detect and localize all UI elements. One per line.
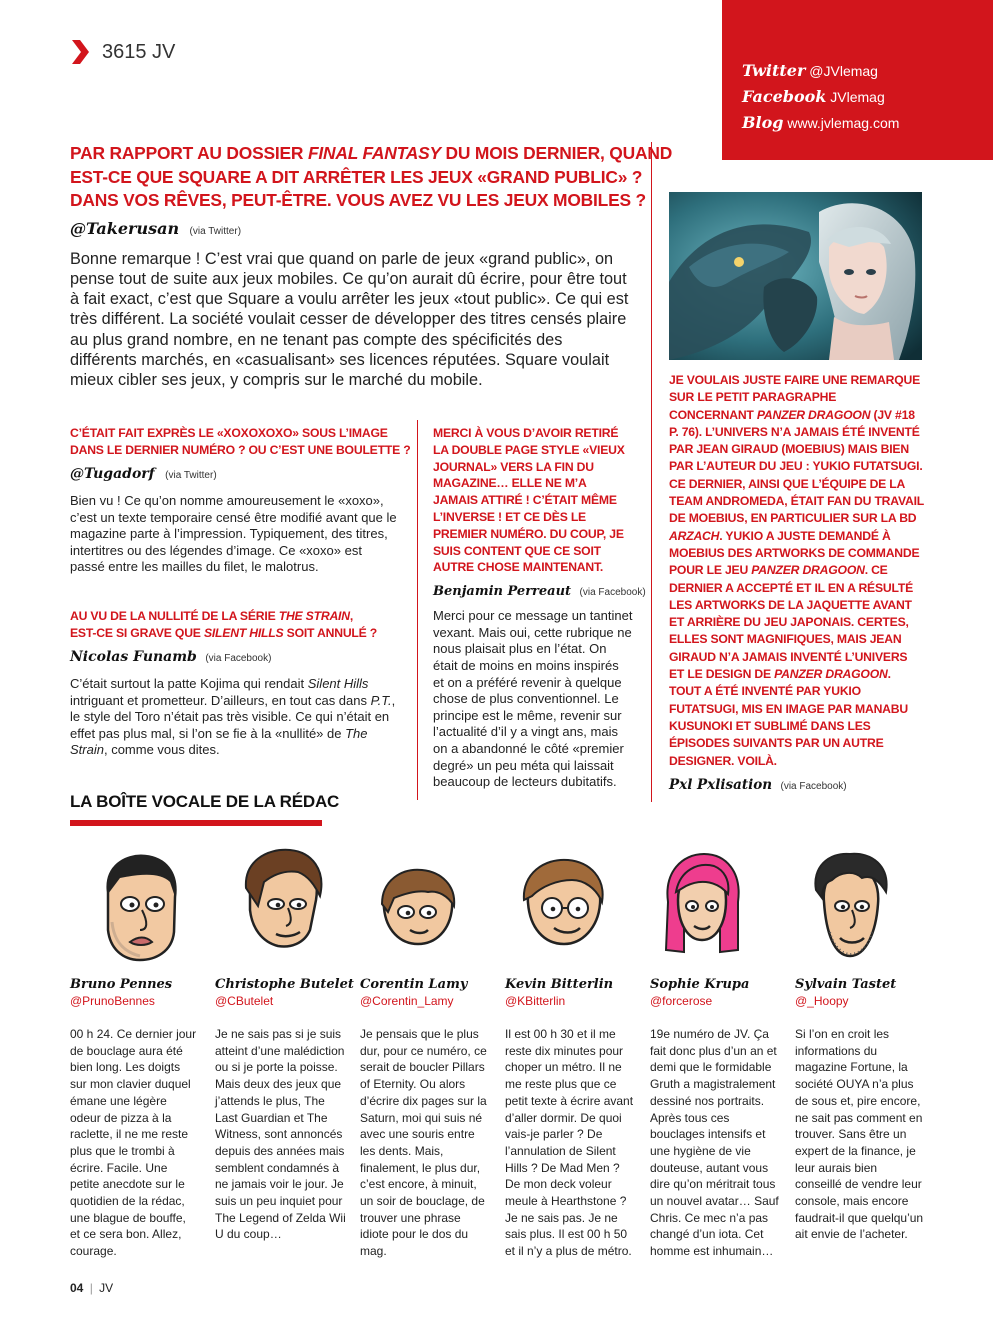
letter-4-question: MERCI À VOUS D’AVOIR RETIRÉ LA DOUBLE PAGE STYLE «VIEUX JOURNAL» VERS LA FIN DU MAGAZINE… ELLE NE M’A JAMAIS ATTIRÉ ! C’ÉTAIT MÊME L’INVERSE ! ET CE DÈS LE PREMIER NUMÉRO. DU COUP, JE SUIS CONTENT QUE CE SOIT AUTRE CHOSE MAINTENANT. (433, 426, 625, 575)
staff-text: 19e numéro de JV. Ça fait donc plus d’un an et demi que le formidable Gruth a magistralement dessiné nos portraits. Après tous ces bouclages intensifs et une hygiène de vie douteuse, autant vous dire qu’on méritrait tous un nouvel avatar… Sauf Chris. Ce mec n’a pas changé d’un iota. Cet homme est inhumain… (650, 1027, 779, 1259)
chevron-right-icon (70, 40, 90, 64)
staff-member (215, 977, 354, 1243)
staff-member (505, 977, 635, 1260)
staff-text: Je ne sais pas si je suis atteint d’une malédiction ou si je porte la poisse. Mais deux des jeux que j’attends le plus, The Last Guardian et The Witness, sont annoncés depuis des années mais semblent condamnés à ne jamais voir le jour. Je suis un peu inquiet pour The Legend of Zelda Wii U du coup… (215, 1027, 346, 1242)
staff-section-title: LA BOÎTE VOCALE DE LA RÉDAC (70, 792, 322, 826)
letter-3 (70, 608, 400, 759)
avatar-christophe (238, 848, 328, 948)
footer-mag: JV (99, 1281, 114, 1295)
letter-1 (70, 142, 673, 391)
section-title: 3615 JV (102, 41, 176, 63)
letter-5-via: (via Facebook) (780, 780, 847, 792)
letter-1-answer: Bonne remarque ! C’est vrai que quand on parle de jeux «grand public», on pense tout de suite aux jeux mobiles. Ce qu’on aurait dû écrire, pour être tout à fait exact, c’est que Square a voulu arrêter les jeux «tout public». Ce qui est très différent. La société voulait cesser de développer des titres censés plaire au plus grand nombre, en ne tenant pas compte des spécificités des différents marchés, en «casualisant» ses licences réputées. Square voulait mieux cibler ses jeux, y compris sur le marché du mobile. (70, 249, 629, 390)
staff-text: Si l’on en croit les informations du magazine Fortune, la société OUYA n’a plus de sous et, pire encore, ne sait pas comment en trouver. Sans être un expert de la finance, je leur aurais bien conseillé de vendre leur console, mais encore faudrait-il que quelqu’un ait envie de l’acheter. (795, 1027, 924, 1242)
staff-handle[interactable]: @Corentin_Lamy (360, 994, 454, 1008)
column-divider (417, 420, 418, 800)
avatar-kevin (518, 858, 608, 948)
staff-handle[interactable]: @PrunoBennes (70, 994, 155, 1008)
letter-2-author: @Tugadorf (70, 466, 155, 482)
social-twitter-label: Twitter (742, 61, 806, 80)
social-blog-value: www.jvlemag.com (787, 115, 900, 131)
staff-name: Christophe Butelet (215, 977, 354, 992)
avatar-corentin (378, 868, 458, 948)
social-blog[interactable] (742, 110, 899, 136)
letter-3-answer: C’était surtout la patte Kojima qui rendait Silent Hills intriguant et prometteur. D’ailleurs, en tout cas dans P.T., le style del Toro n’était pas très visible. Ce qui n’était en effet pas plus mal, si l’on se fie à la «nullité» de The Strain, comme vous dites. (70, 676, 396, 758)
panzer-dragoon-illustration (669, 192, 922, 360)
letter-2-via: (via Twitter) (165, 470, 217, 481)
letter-1-author: @Takerusan (70, 218, 180, 238)
page-number: 04 (70, 1281, 84, 1295)
staff-member (795, 977, 925, 1243)
social-blog-label: Blog (742, 113, 784, 132)
staff-text: Je pensais que le plus dur, pour ce numéro, ce serait de boucler Pillars of Eternity. Ou alors d’écrire dix pages sur la Saturn, moi qui suis né avec une souris entre les dents. Mais, finalement, le plus dur, c’est encore, à minuit, un soir de bouclage, de trouver une phrase idiote pour le dos du mag. (360, 1027, 487, 1259)
letter-5 (669, 372, 924, 794)
letter-1-question: PAR RAPPORT AU DOSSIER FINAL FANTASY DU MOIS DERNIER, QUAND EST-CE QUE SQUARE A DIT ARRÊTER LES JEUX «GRAND PUBLIC» ? DANS VOS RÊVES, PEUT-ÊTRE. VOUS AVEZ VU LES JEUX MOBILES ? (70, 143, 673, 210)
letter-4-via: (via Facebook) (579, 587, 646, 599)
staff-name: Corentin Lamy (360, 977, 468, 992)
staff-member (650, 977, 782, 1260)
letter-2 (70, 425, 411, 576)
letter-2-question: C’ÉTAIT FAIT EXPRÈS LE «XOXOXOXO» SOUS L’IMAGE DANS LE DERNIER NUMÉRO ? OU C’EST UNE BOULETTE ? (70, 426, 411, 457)
staff-handle[interactable]: @KBitterlin (505, 994, 566, 1008)
letter-3-question: AU VU DE LA NULLITÉ DE LA SÉRIE THE STRAIN, EST-CE SI GRAVE QUE SILENT HILLS SOIT ANNULÉ ? (70, 609, 378, 640)
page-footer (70, 1281, 113, 1295)
staff-text: Il est 00 h 30 et il me reste dix minutes pour choper un métro. Il ne me reste plus que ce petit texte à écrire avant d’aller dormir. De quoi vais-je parler ? De l’annulation de Silent Hills ? De Mad Men ? De mon deck voleur meule à Hearthstone ? Je ne sais pas. Je ne sais plus. Il est 00 h 50 et il n’y a plus de métro. (505, 1027, 634, 1259)
letter-4-author: Benjamin Perreaut (433, 584, 572, 600)
letter-2-answer: Bien vu ! Ce qu’on nomme amoureusement le «xoxo», c’est un texte temporaire censé être modifié avant que le magazine parte à l’impression. Typiquement, des titres, intertitres ou des légendes d’image. Ce «xoxo» est passé entre les mailles du filet, le malotrus. (70, 493, 397, 575)
staff-handle[interactable]: @_Hoopy (795, 994, 849, 1008)
staff-text: 00 h 24. Ce dernier jour de bouclage aura été bien long. Les doigts sur mon clavier duquel émane une légère odeur de pizza à la raclette, il ne me reste plus que le trombi à écrire. Facile. Une petite anecdote sur le quotidien de la rédac, une blague de bouffe, et ce sera bon. Allez, courage. (70, 1027, 197, 1259)
avatar-sophie (662, 852, 742, 957)
letter-3-via: (via Facebook) (205, 653, 272, 664)
social-facebook-label: Facebook (742, 87, 827, 106)
section-underline (70, 820, 322, 826)
letter-5-question: JE VOULAIS JUSTE FAIRE UNE REMARQUE SUR LE PETIT PARAGRAPHE CONCERNANT PANZER DRAGOON (JV #18 P. 76). L’UNIVERS N’A JAMAIS ÉTÉ INVENTÉ PAR JEAN GIRAUD (MOEBIUS) MAIS BIEN PAR L’AUTEUR DU JEU : YUKIO FUTATSUGI. CE DERNIER, AINSI QUE L’ÉQUIPE DE LA TEAM ANDROMEDA, ÉTAIT FAN DU TRAVAIL DE MOEBIUS, EN PARTICULIER SUR LA BD ARZACH. YUKIO A JUSTE DEMANDÉ À MOEBIUS DES ARTWORKS DE COMMANDE POUR LE JEU PANZER DRAGOON. CE DERNIER A ACCEPTÉ ET IL EN A RÉSULTÉ LES ARTWORKS DE LA JAQUETTE AVANT ET ARRIÈRE DU JEU JAPONAIS. CERTES, ELLES SONT MAGNIFIQUES, MAIS JEAN GIRAUD N’A JAMAIS INVENTÉ L’UNIVERS ET LE DESIGN DE PANZER DRAGOON. TOUT A ÉTÉ INVENTÉ PAR YUKIO FUTATSUGI, MIS EN IMAGE PAR MANABU KUSUNOKI ET SUBLIMÉ DANS LES ÉPISODES SUIVANTS PAR UN AUTRE DESIGNER. VOILÀ. (669, 373, 924, 768)
staff-name: Sylvain Tastet (795, 977, 897, 992)
social-twitter[interactable] (742, 58, 899, 84)
staff-handle[interactable]: @forcerose (650, 994, 713, 1008)
social-facebook-value: JVlemag (830, 89, 885, 105)
footer-separator: | (89, 1281, 93, 1295)
staff-name: Kevin Bitterlin (505, 977, 614, 992)
staff-name: Bruno Pennes (70, 977, 173, 992)
column-divider (651, 142, 652, 802)
social-facebook[interactable] (742, 84, 899, 110)
letter-4-answer: Merci pour ce message un tantinet vexant. Mais oui, cette rubrique ne nous plaisait plus en l’état. On était de moins en moins inspirés et on a préféré revenir à quelque chose de plus conventionnel. Le principe est le même, revenir sur l’actualité d’il y a vingt ans, mais on a abandonné le côté «premier degré» un peu méta qui laissait beaucoup de lecteurs dubitatifs. (433, 608, 633, 790)
staff-member (70, 977, 198, 1260)
staff-member (360, 977, 490, 1260)
staff-name: Sophie Krupa (650, 977, 750, 992)
letter-4 (433, 425, 646, 791)
avatar-bruno (100, 852, 180, 962)
social-twitter-value: @JVlemag (809, 63, 878, 79)
avatar-sylvain (810, 852, 890, 960)
staff-handle[interactable]: @CButelet (215, 994, 274, 1008)
letter-1-via: (via Twitter) (189, 225, 242, 237)
letter-5-author: Pxl Pxlisation (669, 776, 773, 793)
social-box (722, 0, 993, 160)
letter-3-author: Nicolas Funamb (70, 649, 197, 665)
